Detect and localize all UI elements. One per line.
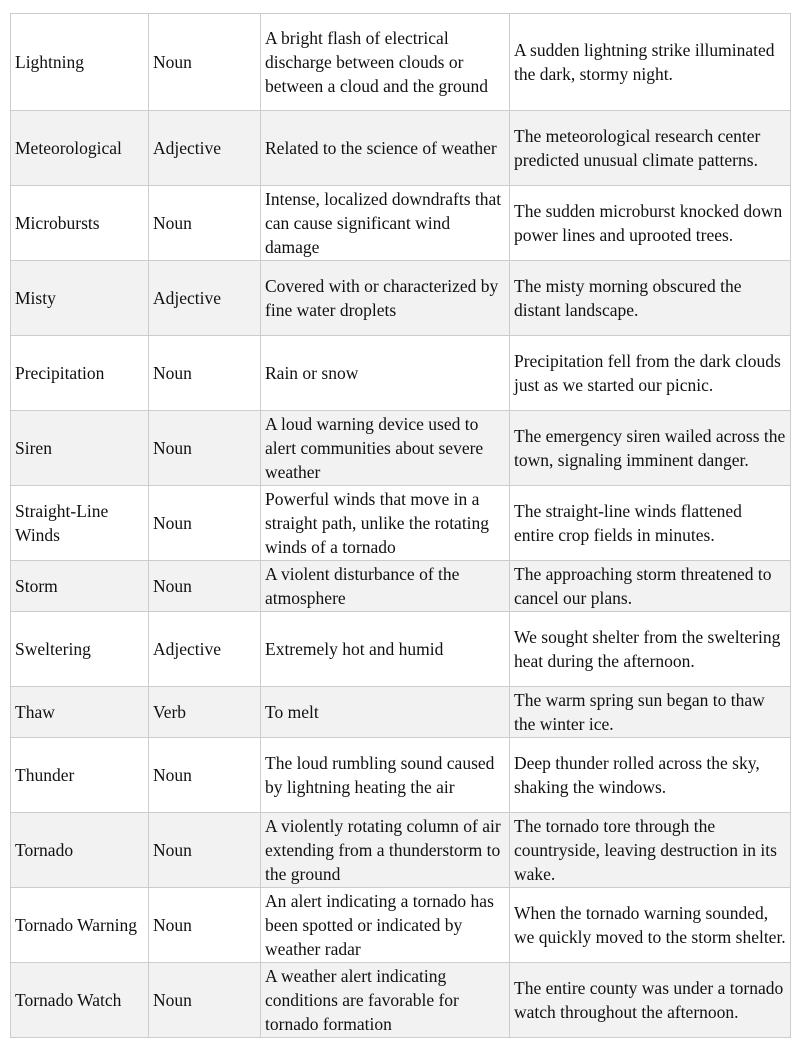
part-of-speech-cell: Noun: [149, 336, 261, 411]
word-cell: Thaw: [11, 687, 149, 738]
definition-cell: Rain or snow: [261, 336, 510, 411]
part-of-speech-cell: Verb: [149, 687, 261, 738]
example-cell: The warm spring sun began to thaw the winter ice.: [510, 687, 791, 738]
definition-cell: The loud rumbling sound caused by lightning heating the air: [261, 738, 510, 813]
definition-cell: Covered with or characterized by fine water droplets: [261, 261, 510, 336]
example-cell: The meteorological research center predicted unusual climate patterns.: [510, 111, 791, 186]
example-cell: The entire county was under a tornado watch throughout the afternoon.: [510, 963, 791, 1038]
word-cell: Tornado Watch: [11, 963, 149, 1038]
vocabulary-table: [10, 13, 791, 1038]
word-cell: Straight-Line Winds: [11, 486, 149, 561]
word-cell: Lightning: [11, 14, 149, 111]
part-of-speech-cell: Adjective: [149, 612, 261, 687]
definition-cell: Powerful winds that move in a straight path, unlike the rotating winds of a tornado: [261, 486, 510, 561]
table-row: [11, 612, 791, 687]
word-cell: Storm: [11, 561, 149, 612]
part-of-speech-cell: Noun: [149, 738, 261, 813]
table-row: [11, 261, 791, 336]
word-cell: Sweltering: [11, 612, 149, 687]
table-row: [11, 963, 791, 1038]
table-row: [11, 486, 791, 561]
part-of-speech-cell: Noun: [149, 411, 261, 486]
table-row: [11, 186, 791, 261]
definition-cell: A weather alert indicating conditions are favorable for tornado formation: [261, 963, 510, 1038]
table-row: [11, 111, 791, 186]
word-cell: Microbursts: [11, 186, 149, 261]
example-cell: The emergency siren wailed across the town, signaling imminent danger.: [510, 411, 791, 486]
part-of-speech-cell: Adjective: [149, 111, 261, 186]
example-cell: Deep thunder rolled across the sky, shaking the windows.: [510, 738, 791, 813]
word-cell: Meteorological: [11, 111, 149, 186]
example-cell: The approaching storm threatened to cancel our plans.: [510, 561, 791, 612]
definition-cell: An alert indicating a tornado has been spotted or indicated by weather radar: [261, 888, 510, 963]
definition-cell: A violent disturbance of the atmosphere: [261, 561, 510, 612]
definition-cell: Intense, localized downdrafts that can cause significant wind damage: [261, 186, 510, 261]
part-of-speech-cell: Noun: [149, 186, 261, 261]
example-cell: The straight-line winds flattened entire crop fields in minutes.: [510, 486, 791, 561]
definition-cell: A loud warning device used to alert communities about severe weather: [261, 411, 510, 486]
part-of-speech-cell: Noun: [149, 888, 261, 963]
example-cell: A sudden lightning strike illuminated the dark, stormy night.: [510, 14, 791, 111]
example-cell: We sought shelter from the sweltering heat during the afternoon.: [510, 612, 791, 687]
example-cell: The tornado tore through the countryside, leaving destruction in its wake.: [510, 813, 791, 888]
definition-cell: Extremely hot and humid: [261, 612, 510, 687]
part-of-speech-cell: Noun: [149, 561, 261, 612]
table-row: [11, 411, 791, 486]
part-of-speech-cell: Noun: [149, 486, 261, 561]
definition-cell: A violently rotating column of air extending from a thunderstorm to the ground: [261, 813, 510, 888]
example-cell: When the tornado warning sounded, we quickly moved to the storm shelter.: [510, 888, 791, 963]
table-row: [11, 687, 791, 738]
example-cell: The sudden microburst knocked down power lines and uprooted trees.: [510, 186, 791, 261]
word-cell: Precipitation: [11, 336, 149, 411]
table-row: [11, 14, 791, 111]
part-of-speech-cell: Noun: [149, 14, 261, 111]
table-row: [11, 738, 791, 813]
word-cell: Tornado: [11, 813, 149, 888]
word-cell: Misty: [11, 261, 149, 336]
word-cell: Siren: [11, 411, 149, 486]
table-row: [11, 561, 791, 612]
part-of-speech-cell: Noun: [149, 813, 261, 888]
table-row: [11, 888, 791, 963]
table-row: [11, 336, 791, 411]
definition-cell: A bright flash of electrical discharge between clouds or between a cloud and the ground: [261, 14, 510, 111]
part-of-speech-cell: Adjective: [149, 261, 261, 336]
part-of-speech-cell: Noun: [149, 963, 261, 1038]
example-cell: The misty morning obscured the distant landscape.: [510, 261, 791, 336]
example-cell: Precipitation fell from the dark clouds just as we started our picnic.: [510, 336, 791, 411]
definition-cell: To melt: [261, 687, 510, 738]
word-cell: Tornado Warning: [11, 888, 149, 963]
table-row: [11, 813, 791, 888]
definition-cell: Related to the science of weather: [261, 111, 510, 186]
word-cell: Thunder: [11, 738, 149, 813]
